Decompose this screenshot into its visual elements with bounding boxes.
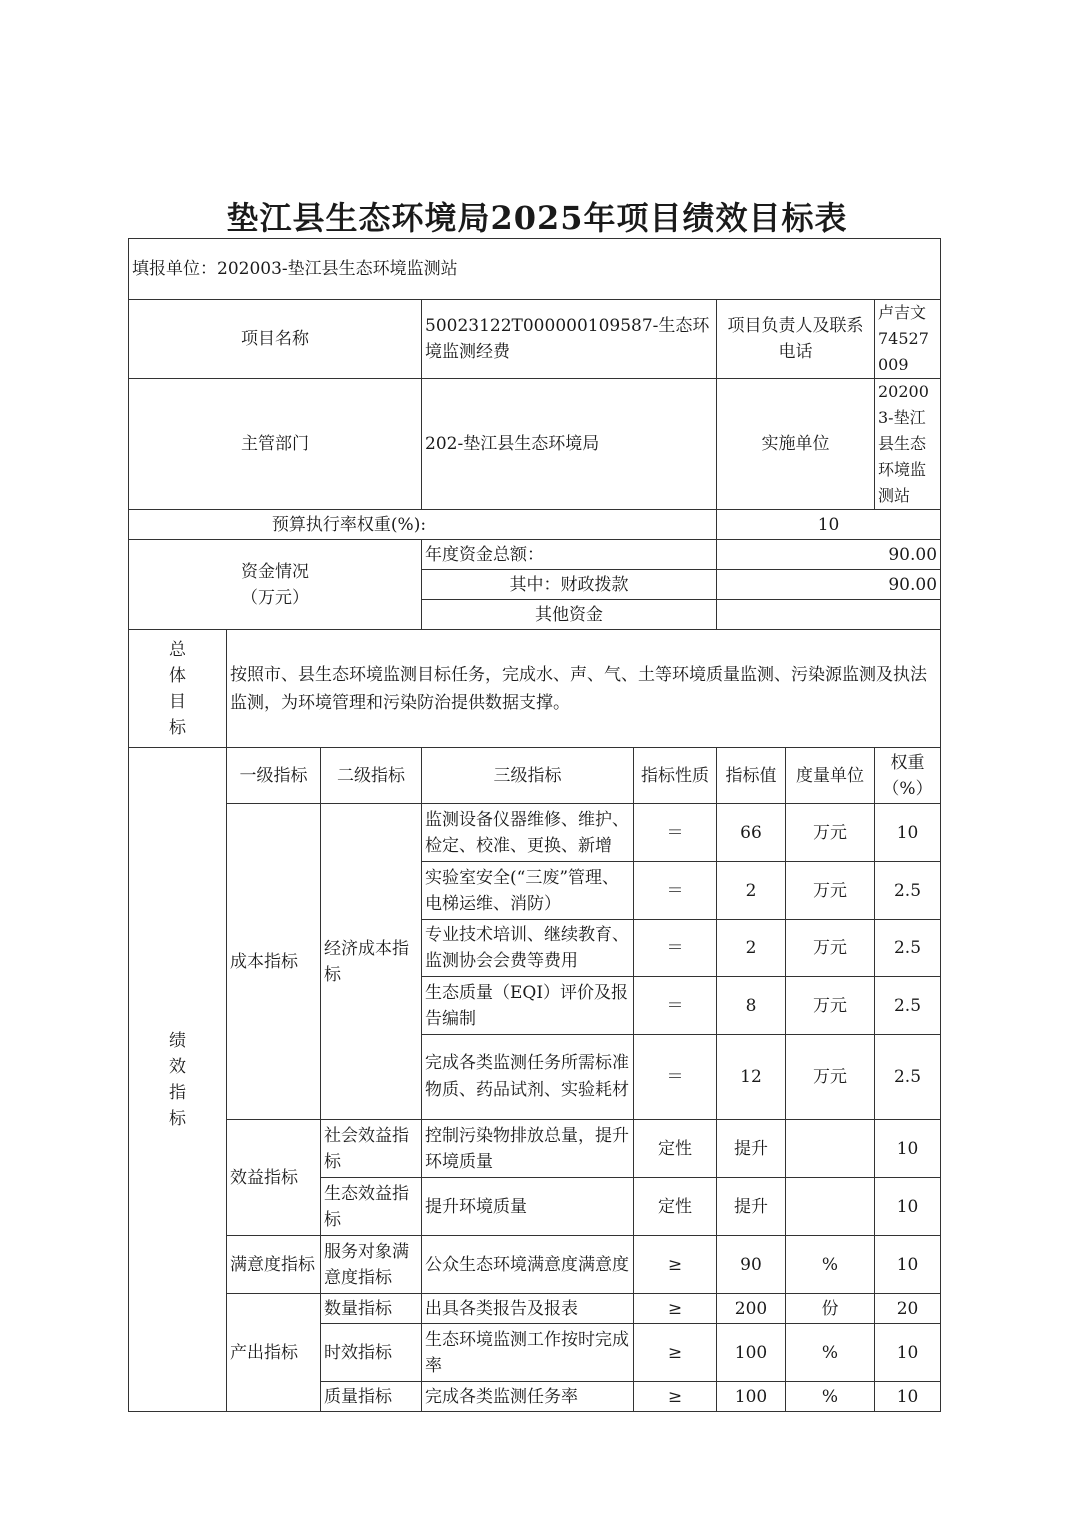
performance-table <box>128 238 941 1412</box>
row-weight: 2.5 <box>875 920 941 977</box>
row-unit <box>786 1178 875 1236</box>
group-cost-sub: 经济成本指标 <box>321 804 422 1120</box>
group-satisfaction: 满意度指标 <box>227 1236 321 1294</box>
fund-fiscal-label: 其中：财政拨款 <box>422 570 717 600</box>
row-unit: % <box>786 1382 875 1412</box>
row-nature: 定性 <box>634 1120 717 1178</box>
row-unit: % <box>786 1324 875 1382</box>
header-lvl3: 三级指标 <box>422 748 634 804</box>
row-value: 2 <box>717 920 786 977</box>
group-benefit-eco: 生态效益指标 <box>321 1178 422 1236</box>
row-value: 8 <box>717 977 786 1035</box>
row-lvl3: 公众生态环境满意度满意度 <box>422 1236 634 1294</box>
perf-label-char: 标 <box>169 1108 186 1129</box>
row-weight: 20 <box>875 1294 941 1324</box>
page-title: 垫江县生态环境局2025年项目绩效目标表 <box>226 199 848 237</box>
goal-label-char: 总 <box>169 639 186 660</box>
row-lvl3: 生态环境监测工作按时完成率 <box>422 1324 634 1382</box>
goal-label-char: 标 <box>169 717 186 738</box>
goal-row <box>129 630 941 748</box>
table-row <box>129 1294 941 1324</box>
row-lvl3: 实验室安全(“三废”管理、电梯运维、消防） <box>422 862 634 920</box>
dept-row <box>129 379 941 510</box>
row-unit: 万元 <box>786 920 875 977</box>
row-nature: ＝ <box>634 1035 717 1120</box>
table-row <box>129 1236 941 1294</box>
row-weight: 10 <box>875 1236 941 1294</box>
dept-value: 202-垫江县生态环境局 <box>422 379 717 510</box>
row-nature: ＝ <box>634 862 717 920</box>
perf-label-char: 指 <box>169 1082 186 1103</box>
fund-total-row <box>129 540 941 570</box>
group-output-qty: 数量指标 <box>321 1294 422 1324</box>
group-benefit: 效益指标 <box>227 1120 321 1236</box>
perf-label-char: 效 <box>169 1056 186 1077</box>
row-value: 100 <box>717 1324 786 1382</box>
header-weight: 权重（%） <box>875 748 941 804</box>
row-nature: ≥ <box>634 1236 717 1294</box>
row-unit: 万元 <box>786 977 875 1035</box>
row-value: 90 <box>717 1236 786 1294</box>
project-row <box>129 300 941 379</box>
indicator-header-row <box>129 748 941 804</box>
project-name-label: 项目名称 <box>129 300 422 379</box>
row-weight: 10 <box>875 804 941 862</box>
group-output-quality: 质量指标 <box>321 1382 422 1412</box>
fill-unit: 填报单位：202003-垫江县生态环境监测站 <box>129 239 941 300</box>
row-unit <box>786 1120 875 1178</box>
perf-label-char: 绩 <box>169 1030 186 1051</box>
row-unit: % <box>786 1236 875 1294</box>
row-weight: 2.5 <box>875 862 941 920</box>
row-weight: 2.5 <box>875 1035 941 1120</box>
goal-label <box>129 630 227 748</box>
row-weight: 10 <box>875 1324 941 1382</box>
dept-label: 主管部门 <box>129 379 422 510</box>
goal-text: 按照市、县生态环境监测目标任务，完成水、声、气、土等环境质量监测、污染源监测及执法监测，为环境管理和污染防治提供数据支撑。 <box>227 630 941 748</box>
row-nature: ≥ <box>634 1324 717 1382</box>
contact-label: 项目负责人及联系电话 <box>717 300 875 379</box>
row-unit: 万元 <box>786 1035 875 1120</box>
group-benefit-social: 社会效益指标 <box>321 1120 422 1178</box>
fund-total-value: 90.00 <box>717 540 941 570</box>
row-weight: 10 <box>875 1178 941 1236</box>
budget-weight-row <box>129 510 941 540</box>
row-nature: ＝ <box>634 920 717 977</box>
fund-fiscal-value: 90.00 <box>717 570 941 600</box>
row-value: 2 <box>717 862 786 920</box>
row-value: 12 <box>717 1035 786 1120</box>
fund-total-label: 年度资金总额： <box>422 540 717 570</box>
row-nature: 定性 <box>634 1178 717 1236</box>
row-lvl3: 提升环境质量 <box>422 1178 634 1236</box>
header-lvl1: 一级指标 <box>227 748 321 804</box>
row-value: 66 <box>717 804 786 862</box>
row-nature: ≥ <box>634 1382 717 1412</box>
fill-unit-row <box>129 239 941 300</box>
table-row <box>129 804 941 862</box>
project-name-value: 50023122T000000109587-生态环境监测经费 <box>422 300 717 379</box>
row-nature: ＝ <box>634 977 717 1035</box>
group-output: 产出指标 <box>227 1294 321 1412</box>
fund-label <box>129 540 422 630</box>
group-satisfaction-sub: 服务对象满意度指标 <box>321 1236 422 1294</box>
fund-other-value <box>717 600 941 630</box>
group-cost: 成本指标 <box>227 804 321 1120</box>
row-value: 提升 <box>717 1178 786 1236</box>
fund-label-line-2: （万元） <box>241 587 309 608</box>
header-unit: 度量单位 <box>786 748 875 804</box>
row-lvl3: 专业技术培训、继续教育、监测协会会费等费用 <box>422 920 634 977</box>
row-lvl3: 控制污染物排放总量，提升环境质量 <box>422 1120 634 1178</box>
row-unit: 万元 <box>786 862 875 920</box>
row-lvl3: 完成各类监测任务率 <box>422 1382 634 1412</box>
impl-value: 202003-垫江县生态环境监测站 <box>875 379 941 510</box>
table-row <box>129 1120 941 1178</box>
contact-value: 卢吉文 74527009 <box>875 300 941 379</box>
row-unit: 份 <box>786 1294 875 1324</box>
row-nature: ≥ <box>634 1294 717 1324</box>
budget-weight-label: 预算执行率权重(%): <box>129 510 717 540</box>
goal-label-char: 目 <box>169 691 186 712</box>
row-lvl3: 完成各类监测任务所需标准物质、药品试剂、实验耗材 <box>422 1035 634 1120</box>
goal-label-char: 体 <box>169 665 186 686</box>
group-output-time: 时效指标 <box>321 1324 422 1382</box>
row-value: 100 <box>717 1382 786 1412</box>
row-nature: ＝ <box>634 804 717 862</box>
budget-weight-value: 10 <box>717 510 941 540</box>
row-value: 200 <box>717 1294 786 1324</box>
header-value: 指标值 <box>717 748 786 804</box>
row-weight: 2.5 <box>875 977 941 1035</box>
impl-label: 实施单位 <box>717 379 875 510</box>
fund-other-label: 其他资金 <box>422 600 717 630</box>
row-value: 提升 <box>717 1120 786 1178</box>
row-lvl3: 监测设备仪器维修、维护、检定、校准、更换、新增 <box>422 804 634 862</box>
row-weight: 10 <box>875 1382 941 1412</box>
header-nature: 指标性质 <box>634 748 717 804</box>
row-lvl3: 出具各类报告及报表 <box>422 1294 634 1324</box>
perf-label <box>129 748 227 1412</box>
row-lvl3: 生态质量（EQI）评价及报告编制 <box>422 977 634 1035</box>
row-unit: 万元 <box>786 804 875 862</box>
row-weight: 10 <box>875 1120 941 1178</box>
header-lvl2: 二级指标 <box>321 748 422 804</box>
fund-label-line-1: 资金情况 <box>241 561 309 582</box>
